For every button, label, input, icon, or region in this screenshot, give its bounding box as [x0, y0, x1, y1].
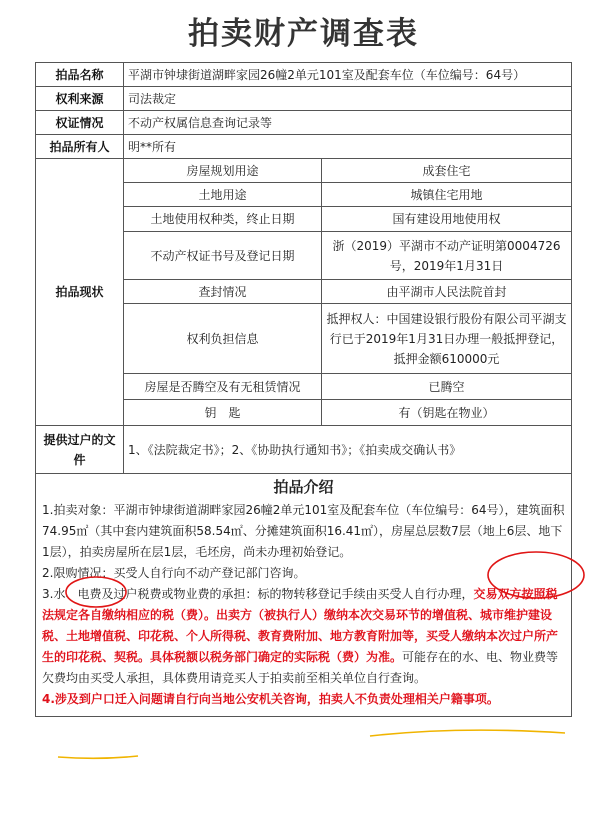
status-item-value: 有（钥匙在物业）	[322, 400, 572, 426]
status-item-name: 房屋是否腾空及有无租赁情况	[124, 374, 322, 400]
rights-source-value: 司法裁定	[124, 87, 572, 111]
row-item-name	[36, 63, 572, 87]
status-item-value: 已腾空	[322, 374, 572, 400]
page-title: 拍卖财产调查表	[188, 16, 419, 52]
cert-status-value: 不动产权属信息查询记录等	[124, 111, 572, 135]
status-item-value: 城镇住宅用地	[322, 183, 572, 207]
property-survey-table	[35, 62, 572, 717]
status-item-value: 抵押权人：中国建设银行股份有限公司平湖支行已于2019年1月31日办理一般抵押登记，抵押金额610000元	[322, 304, 572, 374]
intro-p3-fees: 可能存在的水、电、物业费等欠费均由买受人承担，具体费用请竞买人于拍卖前至相关单位自行查询。	[42, 650, 559, 685]
cert-status-label: 权证情况	[36, 111, 124, 135]
intro-p3-lead: 3.水、电费及过户税费或物业费的承担：标的物转移登记手续由买受人自行办理，	[42, 587, 474, 601]
intro-paragraph-3	[42, 584, 565, 689]
intro-p3-tax-note: 交易双方按照税法规定各自缴纳相应的税（费）。出卖方（被执行人）缴纳本次交易环节的增值税、城市维护建设税、土地增值税、印花税、个人所得税、教育费附加、地方教育附加等，买受人缴纳本次过户所产生的印花税、契税。具体税额以税务部门确定的实际税（费）为准。	[42, 587, 559, 664]
item-name-value: 平湖市钟埭街道湖畔家园26幢2单元101室及配套车位（车位编号：64号）	[124, 63, 572, 87]
yellow-underline-mark	[58, 756, 138, 758]
row-intro	[36, 474, 572, 717]
status-item-value: 浙（2019）平湖市不动产证明第0004726号，2019年1月31日	[322, 232, 572, 280]
owner-value: 明**所有	[124, 135, 572, 159]
row-rights-source	[36, 87, 572, 111]
intro-title: 拍品介绍	[273, 478, 334, 496]
intro-cell	[36, 474, 572, 717]
status-item-name: 权利负担信息	[124, 304, 322, 374]
rights-source-label: 权利来源	[36, 87, 124, 111]
status-item-value: 国有建设用地使用权	[322, 207, 572, 232]
status-item-value: 由平湖市人民法院首封	[322, 280, 572, 304]
docs-value: 1、《法院裁定书》；2、《协助执行通知书》；《拍卖成交确认书》	[124, 426, 572, 474]
intro-paragraph-4: 4.涉及到户口迁入问题请自行向当地公安机关咨询，拍卖人不负责处理相关户籍事项。	[42, 692, 499, 706]
status-item-name: 土地使用权种类，终止日期	[124, 207, 322, 232]
status-item-name: 查封情况	[124, 280, 322, 304]
item-name-label: 拍品名称	[36, 63, 124, 87]
status-item-name: 房屋规划用途	[124, 159, 322, 183]
owner-label: 拍品所有人	[36, 135, 124, 159]
status-item-name: 钥 匙	[124, 400, 322, 426]
row-owner	[36, 135, 572, 159]
status-item-name: 不动产权证书号及登记日期	[124, 232, 322, 280]
status-row	[36, 159, 572, 183]
docs-label: 提供过户的文件	[36, 426, 124, 474]
row-docs	[36, 426, 572, 474]
status-item-value: 成套住宅	[322, 159, 572, 183]
yellow-underline-mark	[370, 730, 565, 736]
status-label: 拍品现状	[36, 159, 124, 426]
intro-paragraph-1: 1.拍卖对象：平湖市钟埭街道湖畔家园26幢2单元101室及配套车位（车位编号：64号），建筑面积74.95㎡（其中套内建筑面积58.54㎡、分摊建筑面积16.41㎡），房屋总层数7层（地上6层、地下1层），拍卖房屋所在层1层，毛坯房，尚未办理初始登记。	[42, 503, 565, 559]
row-cert-status	[36, 111, 572, 135]
intro-paragraph-2: 2.限购情况：买受人自行向不动产登记部门咨询。	[42, 566, 306, 580]
status-item-name: 土地用途	[124, 183, 322, 207]
